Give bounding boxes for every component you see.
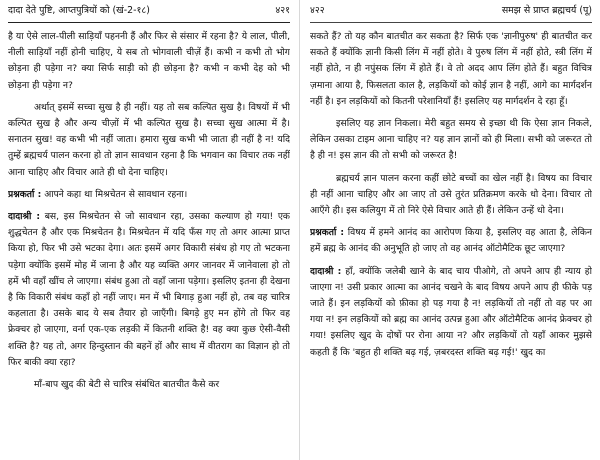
dadashri-label: दादाश्री :: [8, 211, 41, 223]
right-page-number: ४२२: [310, 5, 325, 16]
right-page: [310, 0, 592, 460]
right-question: [310, 225, 592, 257]
left-header-rule: [8, 22, 290, 23]
right-header-rule: [310, 22, 592, 23]
left-running-title: दादा देते पुष्टि, आप्तपुत्रियों को (खं-2-१८): [8, 5, 150, 16]
left-paragraph-2: अर्थात् इसमें सच्चा सुख है ही नहीं। यह तो सब कल्पित सुख है। विषयों में भी कल्पित सुख है और अन्य चीज़ों में भी कल्पित सुख है। सच्चा सुख आत्मा में है। सनातन सुख! वह कभी भी नहीं जाता। हमारा सुख कभी भी जाता ही नहीं है न! यदि तुम्हें ब्रह्मचर्य पालन करना हो तो ज्ञान सावधान रहना है कि भगवान का विचार तक नहीं आना चाहिए और विचार आते ही धो देना चाहिए।: [8, 101, 290, 178]
left-answer: [8, 209, 290, 371]
left-paragraph-1: है या ऐसे लाल-पीली साड़ियाँ पहननी हैं और फिर से संसार में रहना है? ये लाल, पीली, नीली साड़ियाँ नहीं होनी चाहिए, ये सब तो भोगवाली चीज़ें हैं। कभी न कभी तो भोग छोड़ना ही पड़ेगा न? क्या सिर्फ साड़ी को ही छोड़ना है? कभी न कभी देह को भी छोड़ना ही पड़ेगा न?: [8, 31, 290, 91]
right-paragraph-1: सकते हैं? तो यह कौन बातचीत कर सकता है? सिर्फ एक 'ज्ञानीपुरुष' ही बातचीत कर सकते हैं क्योंकि ज्ञानी किसी लिंग में नहीं होते। वे पुरुष लिंग में नहीं होते, स्त्री लिंग में नहीं होते, न ही नपुंसक लिंग में होते हैं। वे तो अदद आप लिंग होते हैं। बहुत विचित्र ज़माना आया है, फिसलता काल है, लड़कियों को कोई ज्ञान है नहीं, आगे का मार्गदर्शन नहीं है। इन लड़कियों को कितनी परेशानियाँ हैं! इसलिए यह मार्गदर्शन दे रहा हूँ।: [310, 31, 592, 107]
questioner-label: प्रश्नकर्ता :: [310, 227, 345, 239]
left-question: [8, 187, 290, 203]
left-answer-text: बस, इस मिश्रचेतन से जो सावधान रहा, उसका कल्याण हो गया! एक शुद्धचेतन है और एक मिश्रचेतन है। मिश्रचेतन में यदि फँस गए तो अगर आत्मा प्राप्त किया हो, फिर भी उसे भटका देगा। अतः इसमें अगर विकारी संबंध हो गए तो भटकना पड़ेगा क्योंकि इसमें मोह में जाना है और यह व्यक्ति अगर जानवर में जानेवाला हो तो हमें भी वहाँ खींच ले जाएगा। संबंध हुआ तो वहाँ जाना पड़ेगा। इसलिए इतना ही देखना है कि विकारी संबंध कहाँ हो नहीं जाए। मन में भी बिगाड़ हुआ नहीं हो, तब वह चारित्र कहलाता है। उसके बाद ये सब तैयार हो जाएँगी। बिगड़े हुए मन होंगे तो फिर वह फ्रेक्चर हो जाएगा, वर्ना एक-एक लड़की में कितनी शक्ति है! वह क्या कुछ ऐसी-वैसी शक्ति है? यह तो, अगर हिन्दुस्तान की बहनें हों और साथ में वीतराग का विज्ञान हो तो फिर बाकी क्या रहा?: [8, 211, 290, 368]
left-question-text: आपने कहा था मिश्रचेतन से सावधान रहना।: [44, 188, 188, 200]
right-answer-text: हाँ, क्योंकि जलेबी खाने के बाद चाय पीओगे, तो अपने आप ही न्याय हो जाएगा न! उसी प्रकार आत्मा का आनंद चखने के बाद विषय अपने आप ही फीके पड़ जाते हैं। इन लड़कियों को फ़ीका हो पड़ गया है न! लड़कियों तो नहीं तो वह पर आ गया न! इन लड़कियों को ब्रह्म का आनंद उत्पन्न हुआ और ऑटोमैटिक आनंद फ्रेक्चर हो गया! इसलिए खुद के दोषों पर रोना आया न? और लड़कियों तो यहाँ आकर मुझसे कहती हैं कि 'बहुत ही शक्ति बढ़ गई, ज़बरदस्त शक्ति बढ़ गई!' खुद का: [310, 265, 592, 358]
questioner-label: प्रश्नकर्ता :: [8, 188, 42, 200]
right-paragraph-3: ब्रह्मचर्य ज्ञान पालन करना कहीं छोटे बच्चों का खेल नहीं है। विषय का विचार ही नहीं आना चाहिए और आ जाए तो उसे तुरंत प्रतिक्रमण करके धो देना। विचार तो आएँगे ही। इस कलियुग में तो निरे ऐसे विचार आते ही हैं। लेकिन उन्हें धो देना।: [310, 172, 592, 217]
right-running-title: समझ से प्राप्त ब्रह्मचर्य (पू): [501, 5, 592, 16]
right-paragraph-2: इसलिए यह ज्ञान निकला। मेरी बहुत समय से इच्छा थी कि ऐसा ज्ञान निकले, लेकिन उसका टाइम आना चाहिए न? यह ज्ञान ज्ञानों को ही मिला। सभी को जरूरत तो है ही न! इस ज्ञान की तो सभी को जरूरत है!: [310, 118, 592, 162]
right-page-header: [310, 0, 592, 22]
right-question-text: विषय में हमने आनंद का आरोपण किया है, इसलिए वह आता है, लेकिन हमें ब्रह्म के आनंद की अनुभूति हो जाए तो वह आनंद ऑटोमैटिक छूट जाएगा?: [310, 227, 592, 255]
right-answer: [310, 264, 592, 361]
dadashri-label: दादाश्री :: [310, 265, 342, 277]
left-page: [8, 0, 290, 460]
left-page-number: ४२१: [275, 5, 290, 16]
left-last-line: माँ-बाप खुद की बेटी से चारित्र संबंधित बातचीत कैसे कर: [34, 379, 220, 391]
page-gutter: [299, 0, 300, 460]
left-page-header: [8, 0, 290, 22]
